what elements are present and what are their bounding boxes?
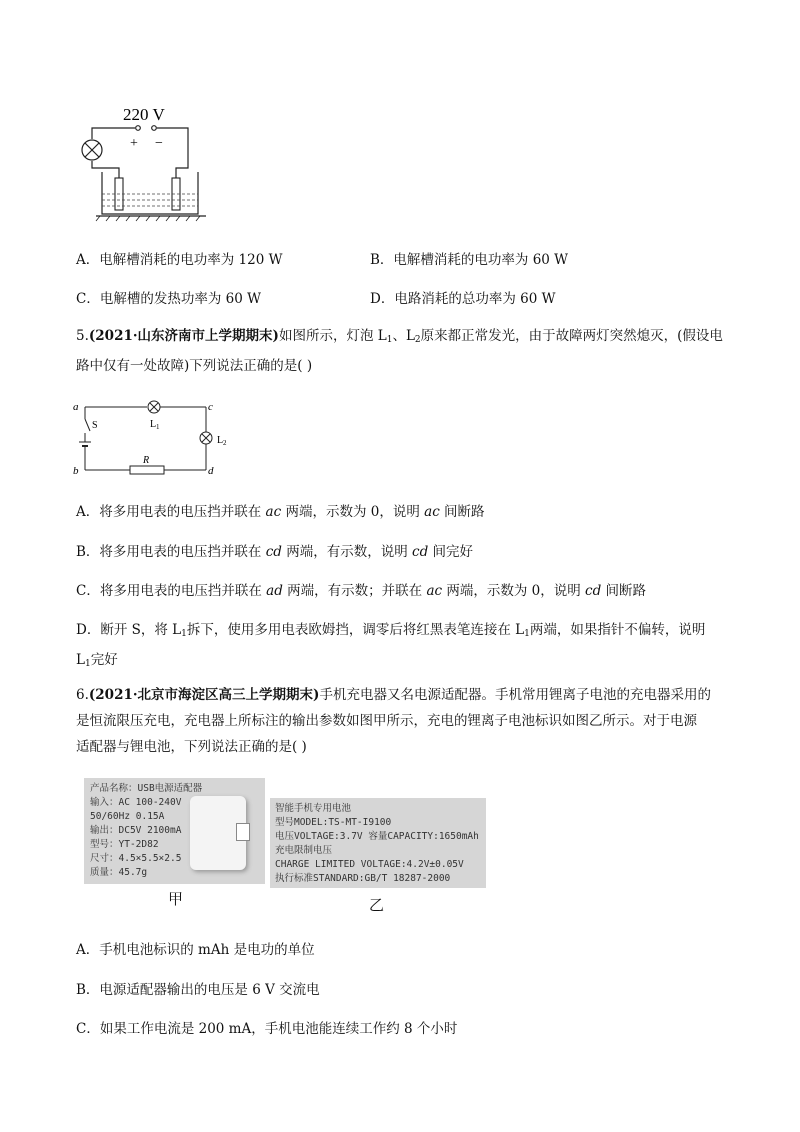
svg-text:d: d: [208, 465, 214, 477]
switch-s: [85, 419, 90, 431]
resistor-r: [130, 466, 164, 474]
q4-option-c: C．电解槽的发热功率为 60 W: [76, 291, 261, 307]
svg-text:L: L: [150, 419, 157, 430]
usb-port-icon: [236, 823, 250, 841]
plus-sign: +: [130, 136, 138, 151]
circuit-diagram: [70, 395, 240, 480]
q6-stem: 6.(2021·北京市海淀区高三上学期期末)手机充电器又名电源适配器。手机常用锂离子电池的充电器采用的 是恒流限压充电，充电器上所标注的输出参数如图甲所示，充电的锂离子电池标识如图乙所示。对于电源 适配器与锂电池，下列说法正确的是( ): [76, 687, 711, 755]
svg-text:R: R: [143, 455, 150, 466]
q5-option-c: C．将多用电表的电压挡并联在 ad 两端，有示数；并联在 ac 两端，示数为 0，说明 cd 间断路: [76, 583, 647, 599]
caption-jia: 甲: [168, 890, 184, 908]
q6-source: (2021·北京市海淀区高三上学期期末): [88, 687, 320, 703]
q5-option-a: A．将多用电表的电压挡并联在 ac 两端，示数为 0，说明 ac 间断路: [76, 504, 485, 520]
q5-source: (2021·山东济南市上学期期末): [88, 328, 279, 344]
svg-text:b: b: [73, 465, 79, 477]
q5-option-b: B．将多用电表的电压挡并联在 cd 两端，有示数，说明 cd 间完好: [76, 544, 474, 560]
svg-text:2: 2: [223, 439, 227, 447]
q5-stem: 5.(2021·山东济南市上学期期末)如图所示，灯泡 $L_1$、$L_2$原来都正常发光，由于故障两灯突然熄灭，(假设电 路中仅有一处故障)下列说法正确的是( ): [76, 328, 723, 374]
svg-text:c: c: [208, 401, 213, 413]
electrolytic-cell-figure: [80, 100, 220, 225]
q6-option-b: B．电源适配器输出的电压是 6 V 交流电: [76, 982, 320, 998]
q6-option-a: A．手机电池标识的 mAh 是电功的单位: [76, 942, 315, 958]
battery-label-photo: 智能手机专用电池 型号MODEL:TS-MT-I9100 电压VOLTAGE:3.7V 容量CAPACITY:1650mAh 充电限制电压 CHARGE LIMITED VOLTAGE:4.2V±0.05V 执行标准STANDARD:GB/T 18287-2000: [270, 798, 486, 888]
q4-option-a: A．电解槽消耗的电功率为 120 W: [76, 252, 283, 268]
q6-option-c: C．如果工作电流是 200 mA，手机电池能连续工作约 8 个小时: [76, 1021, 458, 1037]
svg-text:L: L: [217, 435, 224, 446]
charger-photo: [84, 778, 265, 884]
q4-option-b: B．电解槽消耗的电功率为 60 W: [370, 252, 569, 268]
q5-option-d: D．断开 S，将 $L_1$拆下，使用多用电表欧姆挡，调零后将红黑表笔连接在 $L_1$两端，如果指针不偏转，说明 $L_1$完好: [76, 622, 706, 669]
charger-label-text: 产品名称：USB电源适配器 输入：AC 100-240V 50/60Hz 0.15A 输出：DC5V 2100mA 型号：YT-2D82 尺寸：4.5×5.5×2.5 质量：45.7g: [90, 783, 203, 878]
q4-option-d: D．电路消耗的总功率为 60 W: [370, 291, 556, 307]
svg-text:a: a: [73, 401, 79, 413]
voltage-label: 220 V: [123, 105, 165, 124]
svg-text:1: 1: [156, 423, 160, 431]
minus-sign: −: [155, 136, 163, 151]
svg-text:S: S: [92, 420, 98, 431]
caption-yi: 乙: [369, 896, 385, 914]
